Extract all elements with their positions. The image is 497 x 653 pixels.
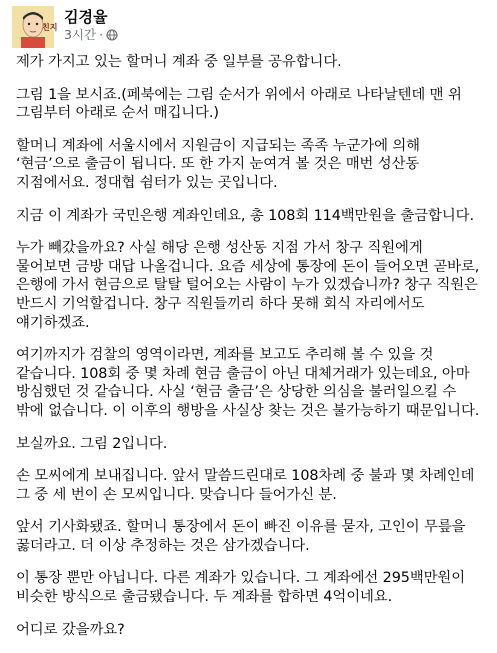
avatar[interactable] xyxy=(12,6,58,48)
post-meta xyxy=(64,7,118,43)
globe-icon[interactable] xyxy=(106,29,118,41)
post-paragraph: 그림 1을 보시죠.(페북에는 그림 순서가 위에서 아래로 나타날텐데 맨 위 그림부터 아래로 순서 매깁니다.) xyxy=(16,86,462,122)
post-time[interactable]: 3시간 xyxy=(64,27,97,42)
post-paragraph: 할머니 계좌에 서울시에서 지원금이 지급되는 족족 누군가에 의해 ‘현금’으로 출금이 됩니다. 또 한 가지 눈여겨 볼 것은 매번 성산동 지점에서요. 정대협 쉼터가 있는 곳입니다. xyxy=(16,137,420,191)
post-paragraph: 어디로 갔을까요? xyxy=(16,621,125,638)
post-paragraph: 제가 가지고 있는 할머니 계좌 중 일부를 공유합니다. xyxy=(16,54,342,70)
post-paragraph: 앞서 기사화됐죠. 할머니 통장에서 돈이 빠진 이유를 묻자, 고인이 무릎을 꿇더라고. 더 이상 추정하는 것은 삼가겠습니다. xyxy=(16,519,466,554)
post-paragraph: 손 모씨에게 보내집니다. 앞서 말씀드린대로 108차례 중 불과 몇 차례인데 그 중 세 번이 손 모씨입니다. 맞습니다 들어가신 분. xyxy=(16,468,475,503)
post-header xyxy=(12,6,118,48)
avatar-text: 친지 xyxy=(42,23,58,32)
post-subline xyxy=(64,27,118,43)
post-body xyxy=(16,53,482,653)
post-paragraph: 지금 이 계좌가 국민은행 계좌인데요, 총 108회 114백만원을 출금합니다. xyxy=(16,207,474,224)
avatar-image xyxy=(12,6,58,48)
author-name[interactable]: 김경율 xyxy=(64,8,108,26)
post-paragraph: 보실까요. 그림 2입니다. xyxy=(16,435,168,452)
post-paragraph: 누가 빼갔을까요? 사실 해당 은행 성산동 지점 가서 창구 직원에게 물어보면 금방 대답 나올겁니다. 요즘 세상에 통장에 돈이 들어오면 곧바로, 은행에 가서 현금으로 탈탈 털어오는 사람이 누가 있겠습니까? 창구 직원은 반드시 기억할겁니다. 창구 직원들끼리 하다 못해 회식 자리에서도 얘기하겠죠. xyxy=(16,240,480,331)
post-paragraph: 여기까지가 검찰의 영역이라면, 계좌를 보고도 추리해 볼 수 있을 것 같습니다. 108회 중 몇 차례 현금 출금이 아닌 대체거래가 있는데요, 아마 방심했던 것 같습니다. 사실 ‘현금 출금’은 상당한 의심을 불러일으킬 수 밖에 없습니다. 이 이후의 행방을 사실상 찾는 것은 불가능하기 때문입니다. xyxy=(16,347,480,419)
post-paragraph: 이 통장 뿐만 아닙니다. 다른 계좌가 있습니다. 그 계좌에선 295백만원이 비슷한 방식으로 출금됐습니다. 두 계좌를 합하면 4억이네요. xyxy=(16,570,466,606)
separator-dot: · xyxy=(99,27,104,42)
